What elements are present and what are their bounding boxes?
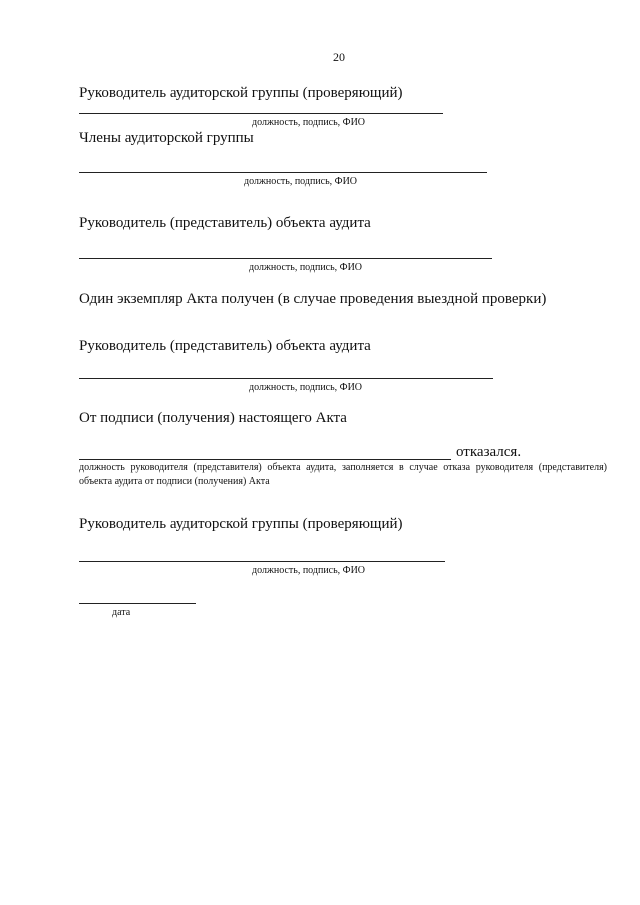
object-rep-2-caption: должность, подпись, ФИО: [249, 382, 363, 393]
object-rep-caption: должность, подпись, ФИО: [249, 262, 363, 273]
refused-label: отказался.: [456, 444, 522, 460]
object-rep-label: Руководитель (представитель) объекта аудита: [79, 215, 371, 231]
head-auditor-label: Руководитель аудиторской группы (проверяющий): [79, 85, 403, 101]
page-number: 20: [333, 50, 345, 64]
head-auditor-caption: должность, подпись, ФИО: [252, 117, 366, 128]
object-rep-2-signature-line: [79, 378, 493, 379]
refusal-signature-line: [79, 459, 451, 460]
copy-received-label: Один экземпляр Акта получен (в случае проведения выездной проверки): [79, 291, 547, 307]
members-signature-line: [79, 172, 487, 173]
head-auditor-2-signature-line: [79, 561, 445, 562]
date-line: [79, 603, 196, 604]
head-auditor-signature-line: [79, 113, 443, 114]
head-auditor-2-caption: должность, подпись, ФИО: [252, 565, 366, 576]
refusal-heading: От подписи (получения) настоящего Акта: [79, 410, 347, 426]
object-rep-2-label: Руководитель (представитель) объекта аудита: [79, 338, 371, 354]
members-caption: должность, подпись, ФИО: [244, 176, 358, 187]
refusal-note: должность руководителя (представителя) объекта аудита, заполняется в случае отказа руководителя (представителя) объекта аудита от подписи (получения) Акта: [79, 462, 607, 487]
head-auditor-2-label: Руководитель аудиторской группы (проверяющий): [79, 516, 403, 532]
date-caption: дата: [112, 607, 131, 618]
members-label: Члены аудиторской группы: [79, 130, 254, 146]
object-rep-signature-line: [79, 258, 492, 259]
